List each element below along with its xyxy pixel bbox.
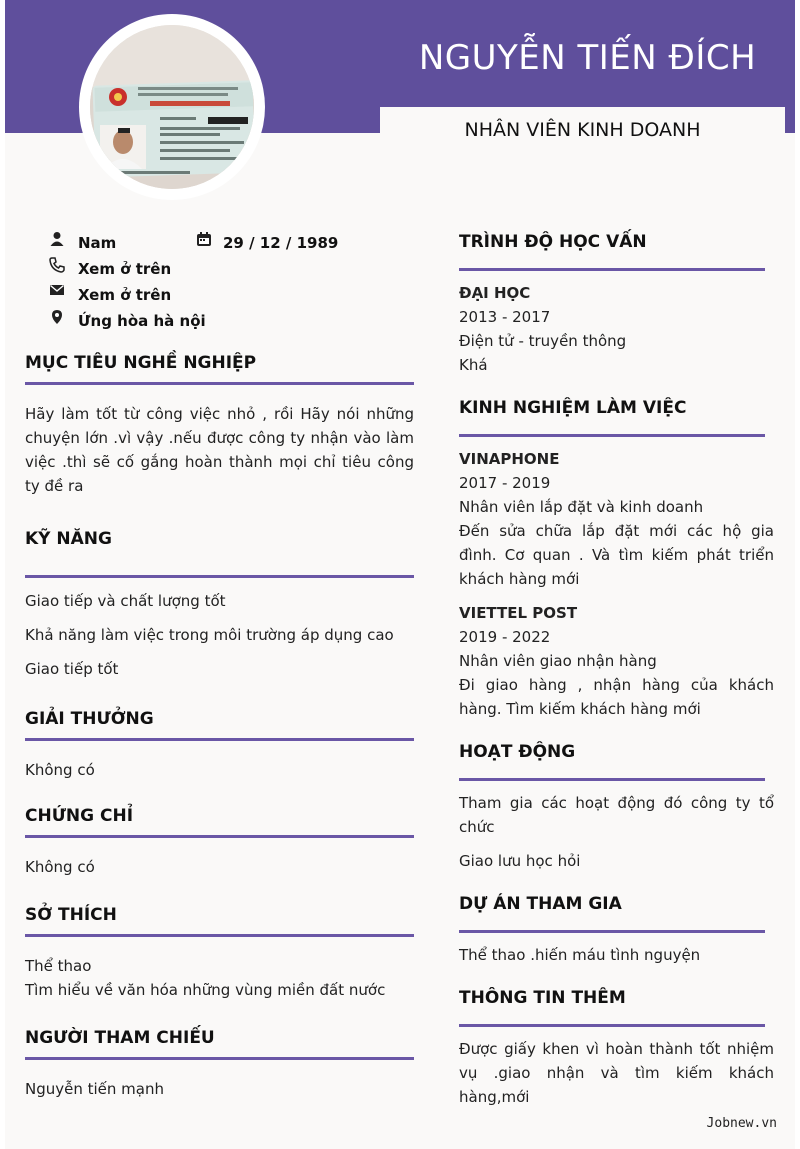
id-card-photo bbox=[90, 25, 254, 189]
avatar bbox=[79, 14, 265, 200]
email-icon bbox=[49, 282, 65, 298]
additional-divider bbox=[459, 1024, 765, 1027]
job-company: VINAPHONE bbox=[459, 450, 560, 468]
awards-heading: GIẢI THƯỞNG bbox=[25, 709, 154, 729]
hobbies-heading: SỞ THÍCH bbox=[25, 905, 117, 925]
activities-divider bbox=[459, 778, 765, 781]
references-heading: NGƯỜI THAM CHIẾU bbox=[25, 1028, 215, 1048]
projects-text: Thể thao .hiến máu tình nguyện bbox=[459, 946, 701, 964]
activity-item: Giao lưu học hỏi bbox=[459, 852, 581, 870]
certificates-divider bbox=[25, 835, 414, 838]
skill-item: Khả năng làm việc trong môi trường áp dụng cao bbox=[25, 626, 394, 644]
awards-divider bbox=[25, 738, 414, 741]
objective-divider bbox=[25, 382, 414, 385]
certificates-heading: CHỨNG CHỈ bbox=[25, 806, 134, 826]
job-description: Đến sửa chữa lắp đặt mới các hộ gia đình. Cơ quan . Và tìm kiếm phát triển khách hàng mới bbox=[459, 522, 774, 588]
experience-heading: KINH NGHIỆM LÀM VIỆC bbox=[459, 398, 687, 418]
calendar-icon bbox=[196, 231, 212, 247]
skill-item: Giao tiếp và chất lượng tốt bbox=[25, 592, 226, 610]
id-card-image bbox=[90, 25, 254, 189]
skills-heading: KỸ NĂNG bbox=[25, 529, 112, 549]
experience-divider bbox=[459, 434, 765, 437]
certificates-text: Không có bbox=[25, 858, 95, 876]
location-pin-icon bbox=[49, 309, 65, 325]
education-school: ĐẠI HỌC bbox=[459, 284, 531, 302]
address-value: Ứng hòa hà nội bbox=[78, 312, 206, 330]
footer-brand: Jobnew.vn bbox=[706, 1116, 777, 1131]
objective-heading: MỤC TIÊU NGHỀ NGHIỆP bbox=[25, 353, 257, 373]
job-position: Nhân viên lắp đặt và kinh doanh bbox=[459, 498, 704, 516]
person-icon bbox=[49, 231, 65, 247]
education-heading: TRÌNH ĐỘ HỌC VẤN bbox=[459, 232, 647, 252]
education-grade: Khá bbox=[459, 356, 488, 374]
hobbies-divider bbox=[25, 934, 414, 937]
candidate-name: NGUYỄN TIẾN ĐÍCH bbox=[418, 38, 757, 78]
additional-text: Được giấy khen vì hoàn thành tốt nhiệm vụ .giao nhận và tìm kiếm khách hàng,mới bbox=[459, 1040, 774, 1106]
cv-page bbox=[5, 0, 795, 1149]
references-text: Nguyễn tiến mạnh bbox=[25, 1080, 164, 1098]
phone-value: Xem ở trên bbox=[78, 260, 172, 278]
awards-text: Không có bbox=[25, 761, 95, 779]
gender-value: Nam bbox=[78, 234, 117, 252]
job-description: Đi giao hàng , nhận hàng của khách hàng. Tìm kiếm khách hàng mới bbox=[459, 676, 774, 718]
job-position: Nhân viên giao nhận hàng bbox=[459, 652, 657, 670]
job-title-box bbox=[380, 107, 785, 149]
projects-heading: DỰ ÁN THAM GIA bbox=[459, 894, 622, 914]
job-company: VIETTEL POST bbox=[459, 604, 578, 622]
birthday-value: 29 / 12 / 1989 bbox=[223, 234, 339, 252]
job-period: 2017 - 2019 bbox=[459, 474, 551, 492]
job-title: NHÂN VIÊN KINH DOANH bbox=[464, 119, 701, 141]
activities-heading: HOẠT ĐỘNG bbox=[459, 742, 576, 762]
projects-divider bbox=[459, 930, 765, 933]
education-major: Điện tử - truyền thông bbox=[459, 332, 627, 350]
skill-item: Giao tiếp tốt bbox=[25, 660, 119, 678]
references-divider bbox=[25, 1057, 414, 1060]
education-divider bbox=[459, 268, 765, 271]
hobby-item: Tìm hiểu về văn hóa những vùng miền đất nước bbox=[25, 981, 386, 999]
phone-icon bbox=[49, 257, 65, 273]
email-value: Xem ở trên bbox=[78, 286, 172, 304]
job-period: 2019 - 2022 bbox=[459, 628, 551, 646]
education-period: 2013 - 2017 bbox=[459, 308, 551, 326]
objective-text: Hãy làm tốt từ công việc nhỏ , rồi Hãy nói những chuyện lớn .vì vậy .nếu được công ty nhận vào làm việc .thì sẽ cố gắng hoàn thành mọi chỉ tiêu công ty đề ra bbox=[25, 405, 414, 495]
additional-heading: THÔNG TIN THÊM bbox=[459, 988, 626, 1008]
skills-divider bbox=[25, 575, 414, 578]
activity-item: Tham gia các hoạt động đó công ty tổ chức bbox=[459, 794, 774, 836]
hobby-item: Thể thao bbox=[25, 957, 92, 975]
